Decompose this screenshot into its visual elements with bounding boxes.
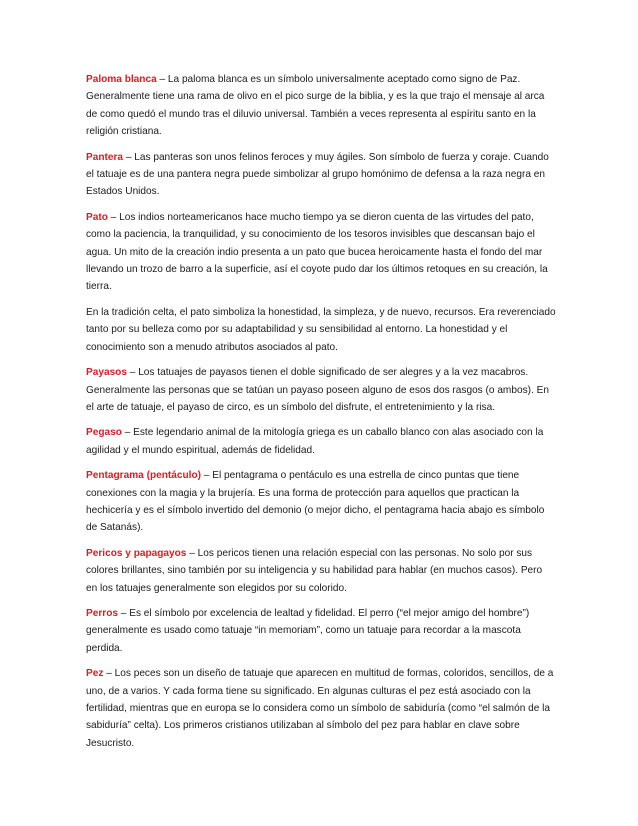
entry-text: – Este legendario animal de la mitología griega es un caballo blanco con alas asociado con la agilidad y el mundo espiritual, además de fidelidad. xyxy=(86,427,544,456)
entry-text: – El pentagrama o pentáculo es una estrella de cinco puntas que tiene conexiones con la magia y la brujería. Es una forma de protección para aquellos que practican la hechicería y es el símbolo invertido del demonio (o mejor dicho, el pentagrama hacia abajo es símbolo de Satanás). xyxy=(86,470,545,534)
entry-text: En la tradición celta, el pato simboliza la honestidad, la simpleza, y de nuevo, recursos. Era reverenciado tanto por su belleza como por su adaptabilidad y su sensibilidad al entorno. La honestidad y el conocimiento son a menudo atributos asociados al pato. xyxy=(86,306,556,353)
entry-text: – Las panteras son unos felinos feroces y muy ágiles. Son símbolo de fuerza y coraje. Cuando el tatuaje es de una pantera negra puede simbolizar al grupo homónimo de defensa a la raza negra en Estados Unidos. xyxy=(86,151,549,198)
entry-text: – Los pericos tienen una relación especial con las personas. No solo por sus colores brillantes, sino también por su inteligencia y su habilidad para hablar (en muchos casos). Pero en los tatuajes generalmente son elegidos por su colorido. xyxy=(86,547,543,594)
entry-term: Pantera xyxy=(86,151,124,163)
document-body xyxy=(86,71,556,760)
entry-text: – Es el símbolo por excelencia de lealtad y fidelidad. El perro (“el mejor amigo del hombre”) generalmente es usado como tatuaje “in memoriam”, como un tatuaje para recordar a la mascota perdida. xyxy=(86,607,530,654)
entry-term: Pentagrama (pentáculo) xyxy=(86,470,201,482)
entry-pantera xyxy=(86,149,556,201)
entry-pentagrama xyxy=(86,467,556,537)
entry-term: Pato xyxy=(86,211,108,223)
entry-text: – Los peces son un diseño de tatuaje que aparecen en multitud de formas, coloridos, sencillos, de a uno, de a varios. Y cada forma tiene su significado. En algunas culturas el pez está asociado con la fertilidad, mientras que en europa se lo considera como un símbolo de sabiduría (como “el salmón de la sabiduría” celta). Los primeros cristianos utilizaban al símbolo del pez para hablar en clave sobre Jesucristo. xyxy=(86,668,554,749)
entry-text: – Los tatuajes de payasos tienen el doble significado de ser alegres y a la vez macabros. Generalmente las personas que se tatúan un payaso poseen alguno de esos dos rasgos (o ambos). En el arte de tatuaje, el payaso de circo, es un símbolo del disfrute, el entretenimiento y la risa. xyxy=(86,367,549,413)
entry-term: Pez xyxy=(86,668,104,680)
entry-term: Payasos xyxy=(86,367,127,379)
entry-pato xyxy=(86,209,556,296)
entry-term: Pericos y papagayos xyxy=(86,547,187,559)
entry-pato-celta xyxy=(86,304,556,356)
entry-term: Perros xyxy=(86,607,118,619)
entry-pez xyxy=(86,665,556,752)
entry-perros xyxy=(86,605,556,657)
entry-pegaso xyxy=(86,424,556,459)
entry-pericos-y-papagayos xyxy=(86,545,556,597)
entry-paloma-blanca xyxy=(86,71,556,141)
entry-term: Pegaso xyxy=(86,427,122,439)
entry-term: Paloma blanca xyxy=(86,74,157,85)
entry-text: – Los indios norteamericanos hace mucho tiempo ya se dieron cuenta de las virtudes del pato, como la paciencia, la tranquilidad, y su conocimiento de los tesoros invisibles que descansan bajo el agua. Un mito de la creación indio presenta a un pato que bucea heroicamente hasta el fondo del mar llevando un trozo de barro a la superficie, así el coyote pudo dar los últimos retoques en su creación, la tierra. xyxy=(86,211,548,293)
entry-payasos xyxy=(86,364,556,416)
entry-text: – La paloma blanca es un símbolo universalmente aceptado como signo de Paz. Generalmente tiene una rama de olivo en el pico surge de la biblia, y es la que trajo el mensaje al arca de como quedó el mundo tras el diluvio universal. También a veces representa al espíritu santo en la religión cristiana. xyxy=(86,74,545,138)
